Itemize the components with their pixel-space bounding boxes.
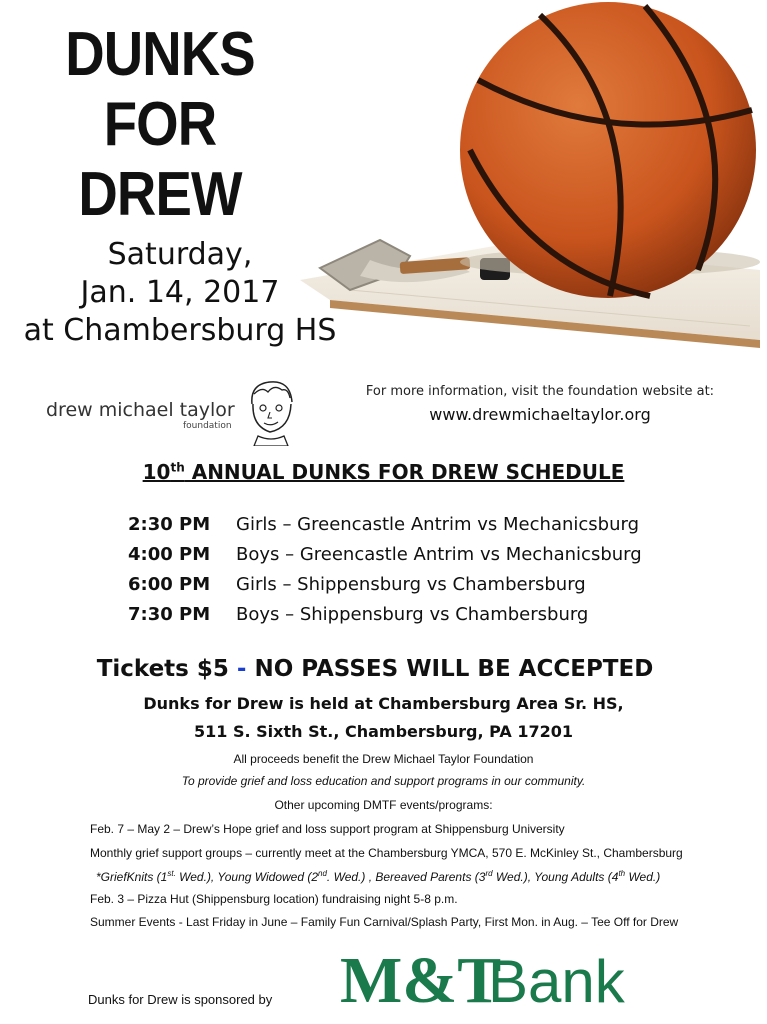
mt-bank-logo <box>340 938 640 1018</box>
upcoming-heading: Other upcoming DMTF events/programs: <box>274 798 493 812</box>
heading-number: 10 <box>142 460 171 484</box>
group-b-sup: nd <box>318 869 327 878</box>
game-time: 4:00 PM <box>128 544 211 565</box>
game-time: 6:00 PM <box>128 574 211 595</box>
game-matchup: Boys – Greencastle Antrim vs Mechanicsburg <box>236 544 642 565</box>
game-schedule <box>128 510 642 630</box>
title-line-2: FOR <box>103 90 217 159</box>
ticket-price: Tickets $5 <box>96 656 229 682</box>
event-title <box>54 20 265 230</box>
date-date: Jan. 14, 2017 <box>80 275 280 310</box>
event-summer: Summer Events - Last Friday in June – Family Fun Carnival/Splash Party, First Mon. in Aug. – Tee Off for Drew <box>90 915 679 929</box>
sponsor-text: Dunks for Drew is sponsored by <box>88 992 273 1007</box>
game-matchup: Boys – Shippensburg vs Chambersburg <box>236 604 589 625</box>
game-time: 2:30 PM <box>128 514 211 535</box>
logo-mt: M&T <box>340 944 502 1017</box>
foundation-logo-sub: foundation <box>183 421 232 431</box>
logo-bank: Bank <box>488 948 625 1015</box>
group-d: Wed.), Young Adults (4 <box>492 870 619 884</box>
mission-text: To provide grief and loss education and support programs in our community. <box>181 774 586 788</box>
event-pizza-hut: Feb. 3 – Pizza Hut (Shippensburg location) fundraising night 5-8 p.m. <box>90 892 458 906</box>
venue-line-1: Dunks for Drew is held at Chambersburg Area Sr. HS, <box>143 694 624 713</box>
group-e: Wed.) <box>625 870 661 884</box>
date-location: at Chambersburg HS <box>23 313 337 348</box>
title-line-3: DREW <box>78 160 242 229</box>
tickets-line <box>0 656 750 682</box>
info-text: For more information, visit the foundation website at: <box>365 384 715 399</box>
schedule-row <box>128 540 642 570</box>
heading-text: ANNUAL DUNKS FOR DREW SCHEDULE <box>184 460 625 484</box>
ticket-notice: NO PASSES WILL BE ACCEPTED <box>254 656 654 682</box>
game-time: 7:30 PM <box>128 604 211 625</box>
event-support-groups: Monthly grief support groups – currently meet at the Chambersburg YMCA, 570 E. McKinley St., Chambersburg <box>90 846 683 860</box>
game-matchup: Girls – Greencastle Antrim vs Mechanicsburg <box>236 514 639 535</box>
game-matchup: Girls – Shippensburg vs Chambersburg <box>236 574 586 595</box>
event-hope: Feb. 7 – May 2 – Drew’s Hope grief and loss support program at Shippensburg University <box>90 822 565 836</box>
schedule-row <box>128 600 642 630</box>
foundation-logo-name: drew michael taylor <box>46 399 235 421</box>
ticket-dash: - <box>236 656 247 682</box>
schedule-row <box>128 570 642 600</box>
group-c-sup: rd <box>485 869 493 878</box>
basketball-clipboard-image <box>290 0 760 360</box>
proceeds-text: All proceeds benefit the Drew Michael Taylor Foundation <box>233 752 534 766</box>
group-a-sup: st. <box>167 869 176 878</box>
heading-ordinal: th <box>170 460 185 475</box>
group-c: . Wed.) , Bereaved Parents (3 <box>326 870 486 884</box>
website-link[interactable]: www.drewmichaeltaylor.org <box>429 405 651 424</box>
support-group-list <box>96 869 660 884</box>
group-d-sup: th <box>618 869 626 878</box>
venue-address: 511 S. Sixth St., Chambersburg, PA 17201 <box>193 722 573 741</box>
title-line-1: DUNKS <box>65 20 255 89</box>
schedule-row <box>128 510 642 540</box>
date-day: Saturday, <box>107 237 253 272</box>
group-b: Wed.), Young Widowed (2 <box>175 870 319 884</box>
group-a: *GriefKnits (1 <box>96 870 168 884</box>
schedule-heading <box>0 460 767 484</box>
child-face-icon <box>244 376 298 446</box>
